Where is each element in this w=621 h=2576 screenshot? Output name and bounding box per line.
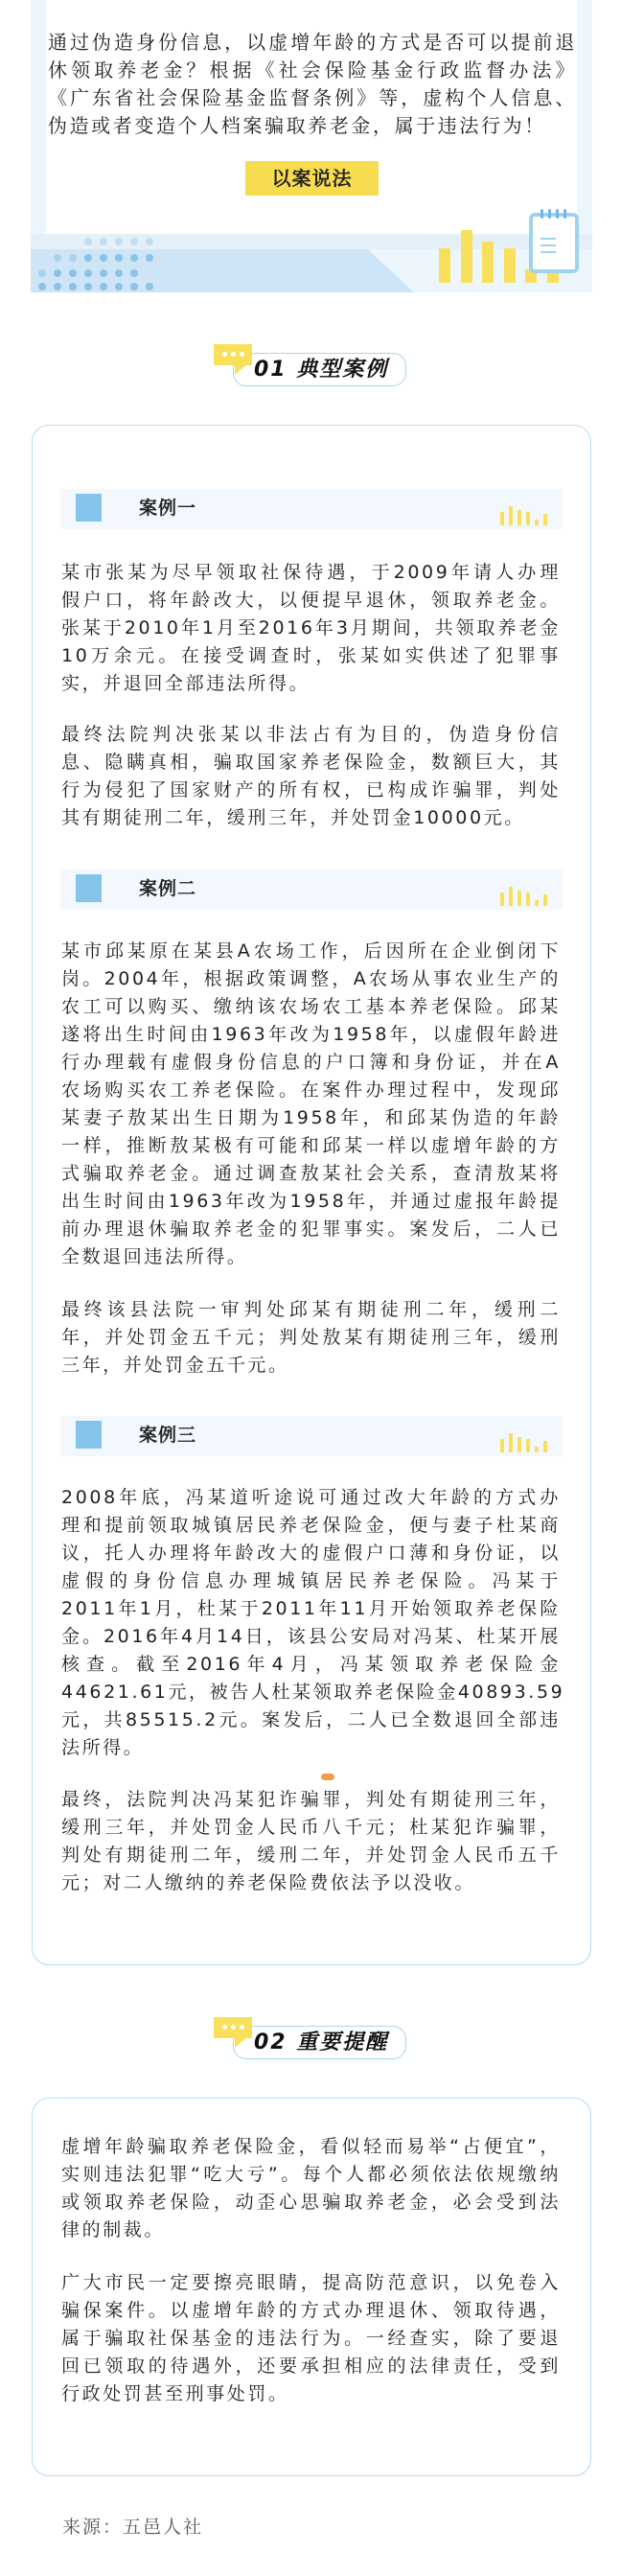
dot [130, 269, 138, 277]
text-line: 式骗取养老金。通过调查敖某社会关系，查清敖某将 [61, 1163, 561, 1184]
orange-dot-decoration [321, 1774, 334, 1780]
section-tag-typical-cases [214, 344, 407, 387]
text-line: 2008年底，冯某道听途说可通过改大年龄的方式办 [61, 1487, 561, 1508]
section-tag-important-reminder [214, 2017, 407, 2060]
square-marker-icon [76, 1421, 102, 1449]
square-marker-icon [76, 874, 102, 902]
text-line: 《广东省社会保险基金监督条例》等，虚构个人信息、 [48, 86, 577, 109]
bar [439, 248, 450, 283]
case-paragraph [61, 1484, 565, 1762]
text-line: 某市邱某原在某县A农场工作，后因所在企业倒闭下 [61, 940, 561, 962]
mini-bar [518, 1437, 521, 1452]
text-line: 属于骗取社保基金的违法行为。一经查实，除了要退 [61, 2328, 561, 2349]
dot [130, 283, 138, 290]
dot [115, 269, 123, 277]
section-number: 01 [254, 358, 288, 382]
dot [84, 283, 92, 290]
text-line: 议，托人办理将年龄改大的虚假户口薄和身份证，以 [61, 1543, 561, 1564]
dot [115, 283, 123, 290]
dot [130, 238, 138, 245]
text-line: 元，共85515.2元。案发后，二人已全数退回全部违 [61, 1709, 561, 1730]
mini-bar [509, 506, 513, 525]
mini-bar [518, 510, 521, 525]
text-line: 假户口，将年龄改大，以便提早退休，领取养老金。 [61, 590, 561, 611]
text-line: 广大市民一定要擦亮眼睛，提高防范意识，以免卷入 [61, 2272, 561, 2293]
case-header-2 [60, 870, 563, 910]
mini-bar [526, 512, 530, 525]
text-line: 其有期徒刑二年，缓刑三年，并处罚金10000元。 [61, 807, 525, 828]
section-name: 典型案例 [296, 358, 389, 382]
section-title [254, 2027, 388, 2059]
text-line: 休领取养老金？根据《社会保险基金行政监督办法》 [48, 58, 577, 81]
case-title: 案例三 [139, 1425, 197, 1446]
mini-bar [509, 1433, 513, 1452]
text-line: 农工可以购买、缴纳该农场农工基本养老保险。邱某 [61, 996, 561, 1017]
mini-bar [535, 520, 539, 525]
case-title: 案例二 [139, 878, 197, 899]
section-name: 重要提醒 [296, 2031, 389, 2054]
dot [100, 283, 107, 290]
text-line: 实，并退回全部违法所得。 [61, 673, 310, 694]
mini-bar [526, 893, 530, 906]
text-line: 前办理退休骗取养老金的犯罪事实。案发后，二人已 [61, 1218, 561, 1240]
text-line: 某市张某为尽早领取社保待遇，于2009年请人办理 [61, 562, 561, 583]
dot [38, 283, 46, 290]
bar [482, 242, 494, 283]
mini-bar [543, 894, 547, 906]
text-line: 2011年1月，杜某于2011年11月开始领取养老保险 [61, 1598, 561, 1619]
dot [84, 254, 92, 262]
text-line: 岗。2004年，根据政策调整，A农场从事农业生产的 [61, 968, 561, 989]
reminder-paragraph [61, 2133, 561, 2244]
mini-bar [500, 1439, 504, 1452]
mini-bar [526, 1439, 530, 1452]
section-number: 02 [254, 2031, 288, 2054]
text-line: 或领取养老保险，动歪心思骗取养老金，必会受到法 [61, 2192, 561, 2213]
source-credit: 来源：五邑人社 [62, 2517, 204, 2538]
dot [115, 254, 123, 262]
case-paragraph [61, 559, 561, 698]
case-paragraph [61, 1786, 561, 1897]
mini-bar [543, 514, 547, 525]
text-line: 10万余元。在接受调查时，张某如实供述了犯罪事 [61, 645, 561, 666]
text-line: 年，并处罚金五千元；判处敖某有期徒刑三年，缓刑 [61, 1327, 561, 1348]
mini-bar [509, 887, 513, 906]
text-line: 骗保案件。以虚增年龄的方式办理退休、领取待遇， [61, 2300, 561, 2321]
dot [84, 269, 92, 277]
dot [100, 269, 107, 277]
text-line: 虚增年龄骗取养老保险金，看似轻而易举“占便宜”， [61, 2136, 561, 2157]
mini-bar [500, 512, 504, 525]
dot [69, 283, 77, 290]
text-line: 核查。截至2016年4月，冯某领取养老保险金 [61, 1654, 561, 1675]
dot [146, 283, 153, 290]
text-line: 农场购买农工养老保险。在案件办理过程中，发现邱 [61, 1079, 561, 1101]
section-title [254, 354, 388, 386]
text-line: 行政处罚甚至刑事处罚。 [61, 2383, 289, 2404]
dot [69, 269, 77, 277]
bar [461, 230, 472, 283]
text-line: 全数退回违法所得。 [61, 1246, 248, 1267]
text-line: 通过伪造身份信息，以虚增年龄的方式是否可以提前退 [48, 31, 577, 54]
text-line: 元；对二人缴纳的养老保险费依法予以没收。 [61, 1872, 476, 1893]
chat-bubble-tail [235, 2036, 248, 2048]
chat-bubble-icon [214, 2017, 252, 2038]
text-line: 法所得。 [61, 1737, 145, 1758]
dot [146, 254, 153, 262]
text-line: 张某于2010年1月至2016年3月期间，共领取养老金 [61, 617, 561, 638]
mini-bar [543, 1441, 547, 1452]
text-line: 一样，推断敖某极有可能和邱某一样以虚增年龄的方 [61, 1135, 561, 1156]
case-paragraph [61, 1296, 561, 1380]
case-study-button[interactable]: 以案说法 [245, 161, 379, 196]
case-header-1 [60, 489, 563, 529]
text-line: 判处有期徒刑二年，缓刑二年，并处罚金人民币五千 [61, 1845, 561, 1866]
text-line: 最终，法院判决冯某犯诈骗罪，判处有期徒刑三年， [61, 1789, 561, 1810]
dot [130, 254, 138, 262]
text-line: 伪造或者变造个人档案骗取养老金，属于违法行为！ [48, 114, 546, 137]
dot [115, 238, 123, 245]
intro-text [48, 29, 577, 140]
text-line: 理和提前领取城镇居民养老保险金，便与妻子杜某商 [61, 1515, 561, 1536]
text-line: 回已领取的待遇外，还要承担相应的法律责任，受到 [61, 2356, 561, 2377]
text-line: 遂将出生时间由1963年改为1958年，以虚假年龄进 [61, 1024, 561, 1045]
text-line: 实则违法犯罪“吃大亏”。每个人都必须依法依规缴纳 [61, 2164, 561, 2185]
text-line: 行办理载有虚假身份信息的户口簿和身份证，并在A [61, 1052, 561, 1073]
text-line: 行为侵犯了国家财产的所有权，已构成诈骗罪，判处 [61, 779, 561, 801]
notepad-icon [529, 213, 579, 273]
text-line: 息、隐瞒真相，骗取国家养老保险金，数额巨大，其 [61, 752, 561, 773]
dot [54, 269, 61, 277]
text-line: 最终该县法院一审判处邱某有期徒刑二年，缓刑二 [61, 1299, 561, 1320]
bar [504, 248, 516, 283]
text-line: 三年，并处罚金五千元。 [61, 1355, 289, 1376]
dot [146, 238, 153, 245]
chat-bubble-icon [214, 344, 252, 365]
text-line: 某妻子敖某出生日期为1958年，和邱某伪造的年龄 [61, 1107, 561, 1128]
dot [54, 254, 61, 262]
dot [100, 254, 107, 262]
chat-bubble-tail [235, 363, 248, 375]
reminder-paragraph [61, 2269, 561, 2408]
case-paragraph [61, 938, 561, 1271]
mini-bar [500, 893, 504, 906]
text-line: 缓刑三年，并处罚金人民币八千元；杜某犯诈骗罪， [61, 1817, 561, 1838]
mini-bar [518, 891, 521, 906]
case-paragraph [61, 721, 561, 832]
case-title: 案例一 [139, 498, 197, 519]
text-line: 律的制裁。 [61, 2219, 166, 2240]
text-line: 虚假的身份信息办理城镇居民养老保险。冯某于 [61, 1570, 561, 1591]
dot [84, 238, 92, 245]
mini-bar [535, 900, 539, 906]
case-header-3 [60, 1416, 563, 1456]
square-marker-icon [76, 494, 102, 522]
dot [54, 283, 61, 290]
text-line: 最终法院判决张某以非法占有为目的，伪造身份信 [61, 724, 561, 745]
dot [100, 238, 107, 245]
text-line: 44621.61元，被告人杜某领取养老保险金40893.59 [61, 1682, 565, 1703]
dot [69, 254, 77, 262]
mini-bar [535, 1447, 539, 1452]
dot [38, 269, 46, 277]
text-line: 出生时间由1963年改为1958年，并通过虚报年龄提 [61, 1191, 561, 1212]
text-line: 金。2016年4月14日，该县公安局对冯某、杜某开展 [61, 1626, 561, 1647]
